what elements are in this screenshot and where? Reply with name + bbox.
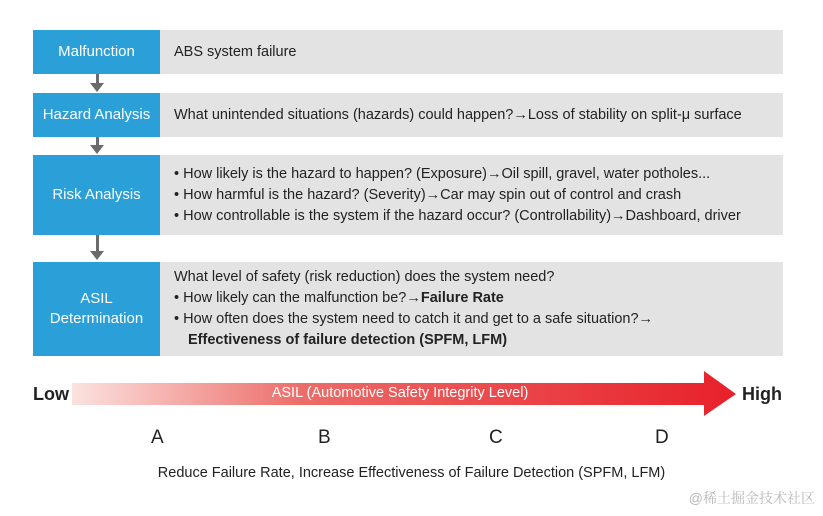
asil-low-label: Low [33, 384, 69, 404]
risk-bullet-controllability: • How controllable is the system if the hazard occur? (Controllability)→Dashboard, driver [174, 207, 741, 224]
asil-intro: What level of safety (risk reduction) does the system need? [174, 269, 555, 285]
asil-bullet-failure-rate-bold: Failure Rate [420, 290, 504, 306]
step-label-hazard-analysis: Hazard Analysis [33, 93, 160, 137]
asil-bullet-detection-bold: Effectiveness of failure detection (SPFM, LFM) [188, 332, 508, 348]
asil-grade-d: D [655, 427, 669, 448]
risk-bullet-exposure: • How likely is the hazard to happen? (Exposure)→Oil spill, gravel, water potholes... [174, 165, 711, 182]
asil-grade-b: B [318, 427, 331, 448]
asil-bullet-detection: • How often does the system need to catch it and get to a safe situation?→ [174, 311, 654, 327]
risk-bullet-severity: • How harmful is the hazard? (Severity)→Car may spin out of control and crash [174, 186, 682, 203]
asil-grade-c: C [489, 427, 503, 448]
watermark: @稀土掘金技术社区 [688, 490, 815, 506]
step-label-risk-analysis: Risk Analysis [33, 155, 160, 235]
asil-high-label: High [742, 384, 782, 404]
footer-note: Reduce Failure Rate, Increase Effectiveness of Failure Detection (SPFM, LFM) [157, 465, 666, 481]
asil-bullet-failure-rate-text: • How likely can the malfunction be?→ [174, 290, 421, 306]
asil-grade-a: A [151, 427, 164, 448]
step-label-malfunction: Malfunction [33, 30, 160, 74]
asil-label-line2: Determination [49, 310, 144, 327]
hazard-analysis-text: What unintended situations (hazards) could happen?→Loss of stability on split-μ surface [174, 106, 742, 123]
malfunction-text: ABS system failure [174, 43, 297, 60]
asil-scale-title: ASIL (Automotive Safety Integrity Level) [271, 385, 529, 401]
asil-label-line1: ASIL [80, 290, 113, 307]
